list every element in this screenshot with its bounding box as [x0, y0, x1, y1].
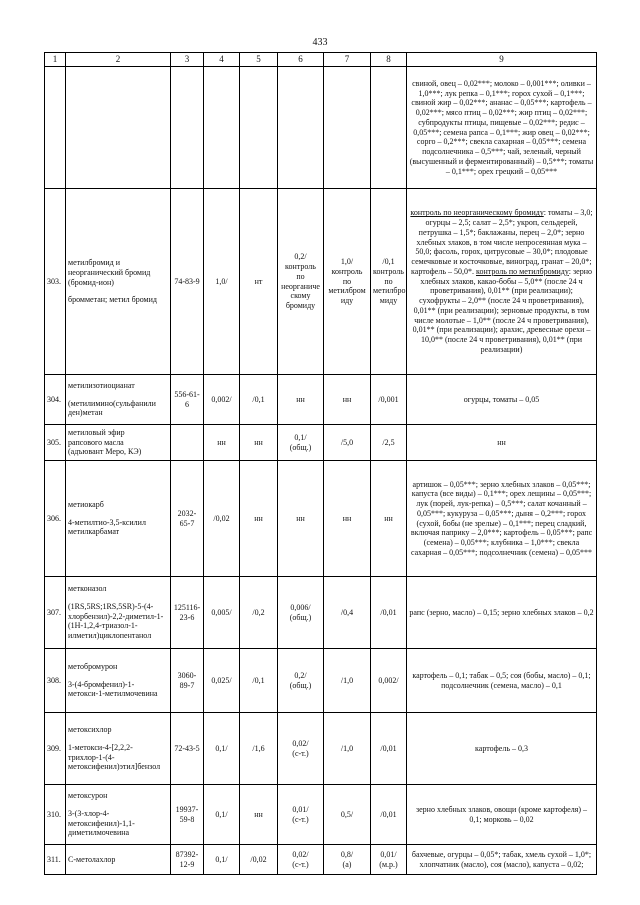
row-number: 306.: [45, 461, 66, 577]
value-line: миду: [379, 296, 398, 306]
cas-number: 125116-23-6: [171, 577, 204, 649]
name-line: (1RS,5RS;1RS,5SR)-5-(4-хлорбензил)-2,2-диметил-1-(1Н-1,2,4-триазол-1-илметил)циклопентанол: [68, 601, 164, 641]
name-line: (адъювант Меро, КЭ): [68, 447, 142, 457]
residue-limits-cell: рапс (зерно, масло) – 0,15; зерно хлебных злаков – 0,2: [407, 577, 597, 649]
value-col7: 0,5/: [324, 785, 371, 845]
cas-number: 556-61-6: [171, 375, 204, 425]
name-line: метоксурон: [68, 791, 108, 800]
limits-text: : зерно хлебных злаков, какао-бобы – 5,0** (после 24 ч проветривания), 0,01** (при реализации); сухофрукты – 2,0** (после 24 ч проветривания), 0,01** (при реализации); зерновые продукты, в том числе молотые – 1,0** (после 24 ч проветривания), 0,01** (при реализации); арахис, древесные орехи – 10,0** (после 24 ч проветривания), 0,01** (при реализации): [412, 266, 592, 354]
value-col8: /0,001: [371, 375, 407, 425]
value-col6: [278, 189, 324, 375]
value-line: 0,006/: [290, 602, 311, 612]
value-line: (м.р.): [379, 859, 398, 869]
value-col7: [324, 845, 371, 875]
cell-empty: [66, 67, 171, 189]
name-gap: [68, 735, 168, 743]
table-row: [45, 785, 597, 845]
cell-empty: [240, 67, 278, 189]
row-number: 304.: [45, 375, 66, 425]
value-col5: /1,6: [240, 713, 278, 785]
name-line: 3-(3-хлор-4-метоксифенил)-1,1-диметилмочевина: [68, 808, 135, 838]
name-line: рапсового масла: [68, 437, 124, 447]
value-col8: нн: [371, 461, 407, 577]
value-col5: нн: [240, 461, 278, 577]
value-line: по: [342, 276, 352, 286]
value-line: метилбро: [373, 286, 406, 296]
value-line: (с-т.): [292, 814, 309, 824]
value-col5: нт: [240, 189, 278, 375]
table-row: [45, 845, 597, 875]
value-line: 0,01/: [292, 804, 309, 814]
row-number: 308.: [45, 649, 66, 713]
value-line: 0,2/: [294, 670, 307, 680]
name-line: метиокарб: [68, 499, 104, 509]
table-row: [45, 461, 597, 577]
name-line: неорганический бромид: [68, 267, 151, 277]
value-col7: [324, 189, 371, 375]
table-row-continuation: [45, 67, 597, 189]
value-line: 0,2/: [294, 252, 307, 262]
value-col4: 0,002/: [204, 375, 240, 425]
substance-name-cell: [66, 375, 171, 425]
value-line: по: [296, 271, 305, 281]
value-col8: 0,002/: [371, 649, 407, 713]
value-line: по: [384, 276, 393, 286]
value-col5: /0,02: [240, 845, 278, 875]
value-line: контроль: [373, 266, 404, 276]
name-gap: [68, 287, 168, 295]
residue-limits-cell: бахчевые, огурцы – 0,05*; табак, хмель сухой – 1,0*; хлопчатник (масло), соя (масло), капуста – 0,02;: [407, 845, 597, 875]
cell-empty: [171, 67, 204, 189]
substance-name-cell: [66, 785, 171, 845]
value-col8: [371, 845, 407, 875]
value-line: (с-т.): [292, 859, 309, 869]
cas-number: 74-83-9: [171, 189, 204, 375]
name-gap: [68, 801, 168, 809]
control-heading: контроль по метилбромиду: [475, 266, 569, 276]
value-col6: [278, 785, 324, 845]
cas-number: 87392-12-9: [171, 845, 204, 875]
name-line: бромметан; метил бромид: [68, 295, 157, 305]
table-row: [45, 577, 597, 649]
value-line: 1,0/: [340, 257, 354, 267]
cell-empty: [324, 67, 371, 189]
value-col7: /0,4: [324, 577, 371, 649]
residue-limits-cell: нн: [407, 425, 597, 461]
name-line: (метилимино(сульфанили ден)метан: [68, 398, 156, 418]
header-cell: 3: [171, 53, 204, 67]
value-line: 0,02/: [292, 849, 309, 859]
name-line: метоксихлор: [68, 725, 112, 734]
value-col4: 0,1/: [204, 713, 240, 785]
value-col5: нн: [240, 785, 278, 845]
value-line: скому: [290, 291, 311, 301]
substance-name-cell: [66, 189, 171, 375]
substance-name-cell: [66, 425, 171, 461]
substance-name-cell: [66, 577, 171, 649]
name-line: метилбромид и: [68, 258, 120, 267]
residue-limits-cell: картофель – 0,1; табак – 0,5; соя (бобы, масло) – 0,1; подсолнечник (семена, масло) – 0,1: [407, 649, 597, 713]
name-line: 1-метокси-4-[2,2,2-трихлор-1-(4-метоксифенил)этил]бензол: [68, 742, 161, 772]
value-col7: нн: [324, 461, 371, 577]
value-col8: /2,5: [371, 425, 407, 461]
value-col4: 1,0/: [204, 189, 240, 375]
name-gap: [68, 510, 168, 518]
value-col8: [371, 189, 407, 375]
value-col4: 0,1/: [204, 785, 240, 845]
row-number: 311.: [45, 845, 66, 875]
value-col4: /0,02: [204, 461, 240, 577]
value-col7: нн: [324, 375, 371, 425]
row-number: 310.: [45, 785, 66, 845]
name-line: метилизотиоцианат: [68, 380, 135, 390]
value-col6: [278, 577, 324, 649]
value-col8: /0,01: [371, 577, 407, 649]
control-heading: контроль по неорганическому бромиду: [410, 208, 544, 218]
name-line: метобромурон: [68, 661, 118, 671]
value-line: бромиду: [285, 301, 316, 310]
value-col6: [278, 845, 324, 875]
value-col6: [278, 713, 324, 785]
value-line: 0,02/: [292, 738, 309, 748]
residue-limits-cell: [407, 189, 597, 375]
cas-number: 72-43-5: [171, 713, 204, 785]
value-col4: 0,025/: [204, 649, 240, 713]
value-col7: /5,0: [324, 425, 371, 461]
value-line: контроль: [331, 266, 363, 276]
name-gap: [68, 594, 168, 602]
value-line: (общ.): [289, 612, 312, 622]
cell-empty: [45, 67, 66, 189]
value-line: иду: [340, 296, 354, 306]
residue-limits-cell: огурцы, томаты – 0,05: [407, 375, 597, 425]
header-row: [45, 53, 597, 67]
residue-limits-cell: артишок – 0,05***; зерно хлебных злаков – 0,05***; капуста (все виды) – 0,1***; орех лещины – 0,05***; лук (порей, лук-репка) – 0,5***; салат кочанный – 0,05***; кукуруза – 0,05***; дыня – 0,2***; горох (сухой, бобы (не зрелые) – 0,1***; перец сладкий, включая паприку – 2,0***; картофель – 0,05***; рапс (семена) – 0,05***; клубника – 1,0***; свекла сахарная – 0,05***; подсолнечник (семена) – 0,05***: [407, 461, 597, 577]
value-col5: /0,1: [240, 649, 278, 713]
value-col7: /1,0: [324, 649, 371, 713]
name-gap: [68, 391, 168, 399]
table-row: [45, 189, 597, 375]
cas-number: 3060-89-7: [171, 649, 204, 713]
value-col5: нн: [240, 425, 278, 461]
row-number: 307.: [45, 577, 66, 649]
residue-limits-cell: свиной, овец – 0,02***; молоко – 0,001***; оливки – 1,0***; лук репка – 0,1***; горох сухой – 0,1***; свиной жир – 0,02***; ананас – 0,05***; картофель – 0,02***; мясо птиц – 0,02***; жир птиц – 0,02***; субпродукты птицы, пищевые – 0,02***; редис – 0,05***; семена рапса – 0,1***; жир овец – 0,02***; сорго – 0,2***; свекла сахарная – 0,05***; семена подсолнечника – 0,5***; чай, зеленый, черный (высушенный и ферментированный) – 0,5***; томаты – 0,1***; орех грецкий – 0,05***: [407, 67, 597, 189]
name-line: метиловый эфир: [68, 427, 125, 437]
value-line: (общ.): [289, 442, 312, 452]
cell-empty: [204, 67, 240, 189]
row-number: 305.: [45, 425, 66, 461]
residue-limits-cell: зерно хлебных злаков, овощи (кроме картофеля) – 0,1; морковь – 0,02: [407, 785, 597, 845]
name-line: метконазол: [68, 584, 107, 594]
table-row: [45, 375, 597, 425]
value-line: (а): [342, 859, 352, 869]
table-row: [45, 713, 597, 785]
name-line: (бромид-ион): [68, 277, 114, 287]
header-cell: 5: [240, 53, 278, 67]
header-cell: 1: [45, 53, 66, 67]
value-col8: /0,01: [371, 785, 407, 845]
value-line: /0,1: [382, 257, 395, 267]
residue-limits-cell: картофель – 0,3: [407, 713, 597, 785]
header-cell: 6: [278, 53, 324, 67]
name-gap: [68, 672, 168, 680]
value-col6: [278, 649, 324, 713]
table-row: [45, 649, 597, 713]
value-col4: нн: [204, 425, 240, 461]
value-col5: /0,2: [240, 577, 278, 649]
value-line: контроль: [285, 262, 316, 271]
value-col7: /1,0: [324, 713, 371, 785]
header-cell: 2: [66, 53, 171, 67]
value-col5: /0,1: [240, 375, 278, 425]
limits-text: : томаты – 3,0; огурцы – 2,5; салат – 2,5*; укроп, сельдерей, петрушка – 1,5*; баклажаны, перец – 2,0*; зерно хлебных злаков, в том числе непросеянная мука – 50,0; фасоль, горох, цитрусовые – 30,0*; плодовые семечковые и косточковые, виноград, гранат – 20,0*; картофель – 50,0*.: [411, 208, 593, 276]
value-col6: [278, 425, 324, 461]
row-number: 309.: [45, 713, 66, 785]
cas-number: 19937-59-8: [171, 785, 204, 845]
row-number: 303.: [45, 189, 66, 375]
value-line: 0,8/: [340, 849, 354, 859]
value-line: 0,01/: [380, 849, 397, 859]
header-cell: 7: [324, 53, 371, 67]
substance-name-cell: [66, 713, 171, 785]
page-number: 433: [312, 37, 328, 48]
name-line: 3-(4-бромфенил)-1-метокси-1-метилмочевина: [68, 679, 158, 699]
substance-name-cell: [66, 461, 171, 577]
substance-name-cell: [66, 845, 171, 875]
value-col8: /0,01: [371, 713, 407, 785]
value-line: (общ.): [289, 680, 312, 690]
header-cell: 8: [371, 53, 407, 67]
header-cell: 4: [204, 53, 240, 67]
value-col6: нн: [278, 375, 324, 425]
cas-number: 2032-65-7: [171, 461, 204, 577]
name-line: метилкарбамат: [68, 527, 120, 537]
value-line: неорганиче: [281, 281, 320, 291]
cell-empty: [278, 67, 324, 189]
cas-number: [171, 425, 204, 461]
table-row: [45, 425, 597, 461]
substance-name-cell: [66, 649, 171, 713]
value-line: (с-т.): [292, 748, 309, 758]
regulation-table: [44, 52, 597, 875]
value-col4: 0,005/: [204, 577, 240, 649]
value-col4: 0,1/: [204, 845, 240, 875]
name-line: С-метолахлор: [68, 854, 116, 864]
value-line: 0,1/: [294, 432, 307, 442]
cell-empty: [371, 67, 407, 189]
value-line: метилбром: [328, 286, 366, 296]
header-cell: 9: [407, 53, 597, 67]
value-col6: нн: [278, 461, 324, 577]
name-line: 4-метилтио-3,5-ксилил: [68, 517, 146, 527]
